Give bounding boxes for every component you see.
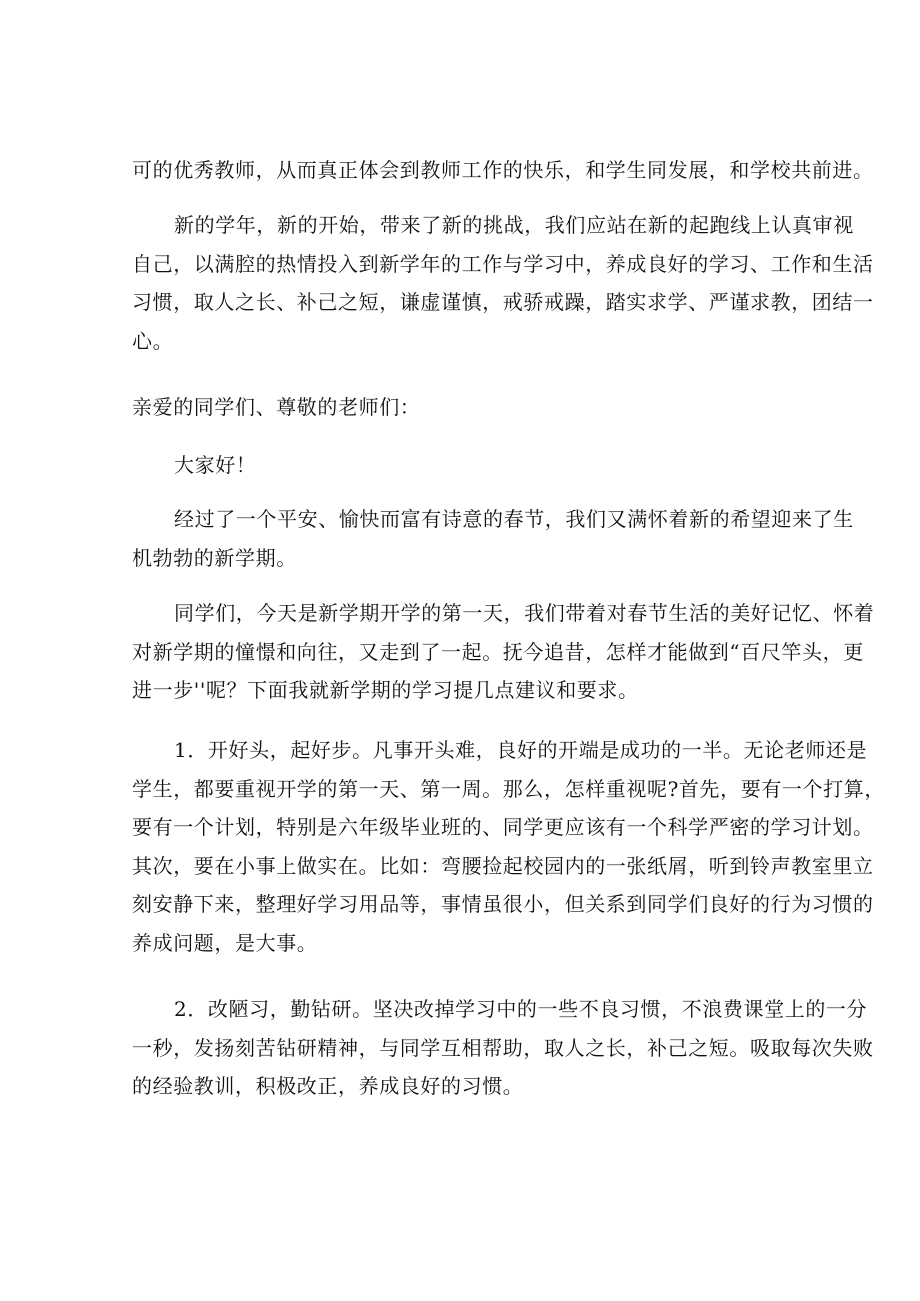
- text-line: 学生，都要重视开学的第一天、第一周。那么，怎样重视呢?首先，要有一个打算，: [132, 776, 885, 801]
- text-line: 2．改陋习，勤钻研。坚决改掉学习中的一些不良习惯，不浪费课堂上的一分: [174, 997, 868, 1021]
- text-line: 自己，以满腔的热情投入到新学年的工作与学习中，养成良好的学习、工作和生活: [132, 251, 874, 276]
- text-line: 同学们，今天是新学期开学的第一天，我们带着对春节生活的美好记忆、怀着: [174, 601, 875, 625]
- paragraph-first-day: [132, 594, 875, 710]
- text-line: 心。: [132, 328, 174, 353]
- text-line: 新的学年，新的开始，带来了新的挑战，我们应站在新的起跑线上认真审视: [174, 213, 854, 237]
- text-line: 对新学期的憧憬和向往，又走到了一起。抚今追昔，怎样才能做到“百尺竿头，更: [132, 639, 864, 664]
- text-line: 可的优秀教师，从而真正体会到教师工作的快乐，和学生同发展，和学校共前进。: [132, 158, 874, 182]
- text-line: 一秒，发扬刻苦钻研精神，与同学互相帮助，取人之长，补己之短。吸取每次失败: [132, 1035, 874, 1060]
- text-line: 大家好！: [174, 453, 257, 477]
- text-line: 经过了一个平安、愉快而富有诗意的春节，我们又满怀着新的希望迎来了生: [174, 507, 854, 531]
- text-line: 要有一个计划，特别是六年级毕业班的、同学更应该有一个科学严密的学习计划。: [132, 815, 874, 840]
- text-line: 习惯，取人之长、补己之短，谦虚谨慎，戒骄戒躁，踏实求学、严谨求教，团结一: [132, 290, 874, 315]
- text-line: 养成问题，是大事。: [132, 930, 318, 955]
- greeting: [132, 446, 804, 485]
- paragraph-suggestion-2: [132, 990, 874, 1106]
- paragraph-suggestion-1: [132, 731, 885, 963]
- text-line: 其次，要在小事上做实在。比如：弯腰捡起校园内的一张纸屑，听到铃声教室里立: [132, 853, 874, 878]
- salutation: [132, 388, 804, 427]
- paragraph-teacher-conclusion: [132, 151, 874, 190]
- paragraph-spring-festival: [132, 500, 854, 577]
- text-line: 机勃勃的新学期。: [132, 545, 297, 570]
- text-line: 1．开好头，起好步。凡事开头难，良好的开端是成功的一半。无论老师还是: [174, 738, 868, 762]
- text-line: 亲爱的同学们、尊敬的老师们：: [132, 395, 421, 419]
- paragraph-new-school-year: [132, 206, 874, 360]
- text-line: 刻安静下来，整理好学习用品等，事情虽很小，但关系到同学们良好的行为习惯的: [132, 892, 874, 917]
- text-line: 的经验教训，积极改正，养成良好的习惯。: [132, 1074, 524, 1099]
- text-line: 进一步''呢？下面我就新学期的学习提几点建议和要求。: [132, 678, 639, 703]
